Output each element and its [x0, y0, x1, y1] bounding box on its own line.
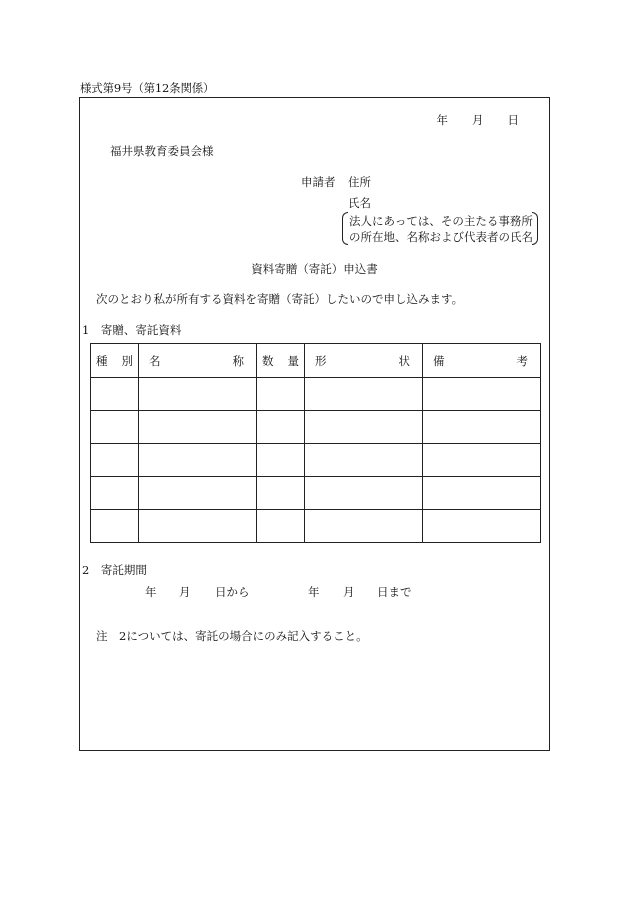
table-cell[interactable] [139, 477, 257, 510]
table-cell[interactable] [423, 510, 541, 543]
address-label: 住所 [348, 175, 371, 189]
table-cell[interactable] [91, 411, 139, 444]
from-month: 月 [179, 585, 191, 599]
table-cell[interactable] [305, 444, 423, 477]
bracket-left [342, 212, 348, 245]
table-header-row [91, 344, 541, 378]
table-cell[interactable] [423, 444, 541, 477]
table-row [91, 477, 541, 510]
table-cell[interactable] [91, 510, 139, 543]
items-table [90, 343, 541, 543]
table-cell[interactable] [257, 378, 305, 411]
from-day: 日から [215, 585, 250, 599]
table-cell[interactable] [91, 378, 139, 411]
table-cell[interactable] [305, 378, 423, 411]
table-cell[interactable] [257, 510, 305, 543]
col-quantity: 数 量 [257, 344, 305, 378]
table-cell[interactable] [139, 444, 257, 477]
document-title: 資料寄贈（寄託）申込書 [251, 262, 378, 276]
col-shape: 形 状 [305, 344, 423, 378]
table-cell[interactable] [305, 477, 423, 510]
from-year: 年 [145, 585, 157, 599]
to-day: 日まで [377, 585, 412, 599]
col-type: 種 別 [91, 344, 139, 378]
table-cell[interactable] [139, 378, 257, 411]
table-cell[interactable] [257, 411, 305, 444]
table-row [91, 444, 541, 477]
table-cell[interactable] [257, 444, 305, 477]
applicant-label: 申請者 [301, 175, 336, 189]
footnote: 注 2については、寄託の場合にのみ記入すること。 [96, 629, 368, 643]
representative-note [342, 212, 538, 245]
date-month: 月 [472, 113, 484, 127]
bracket-right [532, 212, 538, 245]
addressee: 福井県教育委員会様 [110, 144, 214, 158]
representative-note-line2: の所在地、名称および代表者の氏名 [349, 230, 533, 244]
table-cell[interactable] [91, 477, 139, 510]
table-cell[interactable] [423, 411, 541, 444]
form-number: 様式第9号（第12条関係） [80, 81, 215, 95]
to-month: 月 [343, 585, 355, 599]
deposit-period [80, 584, 549, 600]
date-line [437, 112, 520, 128]
table-cell[interactable] [91, 444, 139, 477]
representative-note-line1: 法人にあっては、その主たる事務所 [349, 214, 533, 228]
to-year: 年 [308, 585, 320, 599]
date-year: 年 [436, 113, 448, 127]
table-cell[interactable] [423, 378, 541, 411]
table-cell[interactable] [139, 510, 257, 543]
table-row [91, 378, 541, 411]
col-name: 名 称 [139, 344, 257, 378]
form-frame [79, 97, 550, 751]
intro-text: 次のとおり私が所有する資料を寄贈（寄託）したいので申し込みます。 [96, 292, 464, 306]
col-remarks: 備 考 [423, 344, 541, 378]
section2-heading: 2 寄託期間 [82, 563, 147, 577]
section1-heading: 1 寄贈、寄託資料 [82, 323, 182, 337]
table-cell[interactable] [257, 477, 305, 510]
table-cell[interactable] [305, 510, 423, 543]
table-cell[interactable] [423, 477, 541, 510]
name-label: 氏名 [348, 196, 371, 210]
date-day: 日 [507, 113, 519, 127]
table-cell[interactable] [305, 411, 423, 444]
table-row [91, 510, 541, 543]
table-cell[interactable] [139, 411, 257, 444]
table-row [91, 411, 541, 444]
